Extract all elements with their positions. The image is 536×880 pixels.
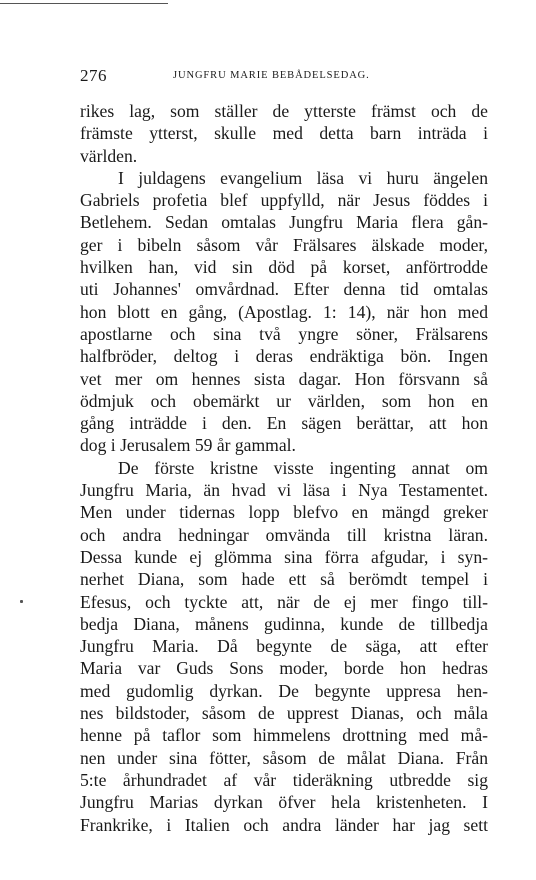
text-line: Men under tidernas lopp blefvo en mängd greker [80, 502, 488, 523]
text-line: Gabriels profetia blef uppfylld, när Jesus föddes i [80, 190, 488, 211]
text-line: Maria var Guds Sons moder, borde hon hedras [80, 658, 488, 679]
text-line: med gudomlig dyrkan. De begynte uppresa hen- [80, 680, 488, 701]
text-line: gång inträdde i den. En sägen berättar, att hon [80, 413, 488, 434]
text-line: apostlarne och sina två yngre söner, Frälsarens [80, 323, 488, 344]
running-head: JUNGFRU MARIE BEBÅDELSEDAG. [173, 70, 370, 81]
text-line: ger i bibeln såsom vår Frälsares älskade moder, [80, 234, 488, 255]
margin-speck [20, 600, 23, 603]
text-line: Frankrike, i Italien och andra länder har jag sett [80, 814, 488, 835]
text-line: 5:te århundradet af vår tideräkning utbredde sig [80, 769, 488, 790]
text-line: uti Johannes' omvårdnad. Efter denna tid omtalas [80, 279, 488, 300]
paragraph-start-line: I juldagens evangelium läsa vi huru ängelen [118, 167, 488, 188]
text-line: nerhet Diana, som hade ett så berömdt tempel i [80, 569, 488, 590]
text-line: bedja Diana, månens gudinna, kunde de tillbedja [80, 613, 488, 634]
page-number: 276 [80, 66, 107, 85]
text-line: nes bildstoder, såsom de upprest Dianas, och måla [80, 703, 488, 724]
text-line: Efesus, och tyckte att, när de ej mer fingo till- [80, 591, 488, 612]
text-line: dog i Jerusalem 59 år gammal. [80, 435, 296, 456]
body-text [80, 100, 488, 836]
paragraph-start-line: De förste kristne visste ingenting annat om [118, 457, 488, 478]
text-line: ödmjuk och obemärkt ur världen, som hon en [80, 390, 488, 411]
text-line: Dessa kunde ej glömma sina förra afgudar, i syn- [80, 546, 488, 567]
text-line: Jungfru Maria. Då begynte de säga, att efter [80, 636, 488, 657]
page-header [80, 66, 488, 86]
text-line: halfbröder, deltog i deras endräktiga bön. Ingen [80, 346, 488, 367]
text-line: och andra hedningar omvända till kristna läran. [80, 524, 488, 545]
text-line: vet mer om hennes sista dagar. Hon försvann så [80, 368, 488, 389]
text-line: hvilken han, vid sin död på korset, anförtrodde [80, 257, 488, 278]
text-line: hon blott en gång, (Apostlag. 1: 14), när hon med [80, 301, 488, 322]
text-line: Betlehem. Sedan omtalas Jungfru Maria flera gån- [80, 212, 488, 233]
text-line: Jungfru Marias dyrkan öfver hela kristenheten. I [80, 792, 488, 813]
text-line: världen. [80, 145, 138, 166]
text-line: rikes lag, som ställer de ytterste främst och de [80, 101, 488, 121]
text-line: nen under sina fötter, såsom de målat Diana. Från [80, 747, 488, 768]
text-line: främste ytterst, skulle med detta barn inträda i [80, 123, 488, 144]
top-rule [0, 3, 168, 4]
text-line: henne på taflor som himmelens drottning med må- [80, 725, 488, 746]
text-line: Jungfru Maria, än hvad vi läsa i Nya Testamentet. [80, 480, 488, 501]
